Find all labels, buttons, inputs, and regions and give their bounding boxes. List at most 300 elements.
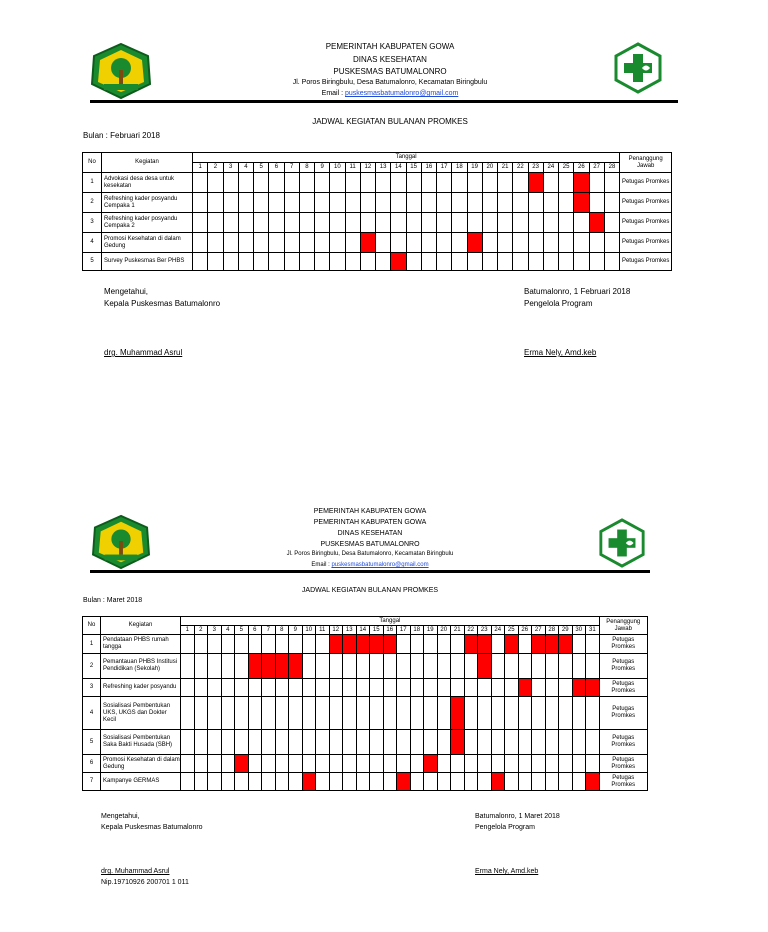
- day-cell: [254, 193, 269, 213]
- day-cell: [532, 679, 546, 697]
- day-cell: [329, 697, 343, 730]
- day-cell: [181, 773, 195, 791]
- scheduled-day-cell: [478, 654, 492, 679]
- header-line-1: PEMERINTAH KABUPATEN GOWA: [325, 42, 455, 51]
- day-cell: [424, 679, 438, 697]
- day-header: 19: [424, 626, 438, 635]
- day-cell: [254, 173, 269, 193]
- puskesmas-cross-logo-icon: [598, 518, 646, 568]
- day-cell: [208, 635, 222, 654]
- day-cell: [360, 193, 375, 213]
- day-cell: [478, 755, 492, 773]
- day-cell: [194, 679, 208, 697]
- row-no: 3: [83, 213, 102, 233]
- day-cell: [482, 193, 497, 213]
- day-cell: [545, 679, 559, 697]
- row-kegiatan: Kampanye GERMAS: [101, 773, 181, 791]
- day-cell: [505, 697, 519, 730]
- day-cell: [194, 755, 208, 773]
- day-cell: [262, 730, 276, 755]
- day-cell: [424, 773, 438, 791]
- day-cell: [505, 755, 519, 773]
- table-row: [83, 253, 672, 271]
- day-cell: [254, 233, 269, 253]
- day-cell: [248, 697, 262, 730]
- day-header: 27: [532, 626, 546, 635]
- puskesmas-cross-logo-icon: [614, 42, 662, 94]
- day-cell: [464, 697, 478, 730]
- day-header: 4: [238, 163, 253, 173]
- day-header: 11: [345, 163, 360, 173]
- day-header: 7: [262, 626, 276, 635]
- sign-left-name: drg. Muhammad Asrul: [101, 868, 170, 875]
- row-kegiatan: Promosi Kesehatan di dalam Gedung: [101, 755, 181, 773]
- day-header: 21: [498, 163, 513, 173]
- day-cell: [329, 773, 343, 791]
- day-cell: [343, 654, 357, 679]
- day-cell: [345, 213, 360, 233]
- day-cell: [345, 193, 360, 213]
- scheduled-day-cell: [383, 635, 397, 654]
- scheduled-day-cell: [356, 635, 370, 654]
- email-link[interactable]: puskesmasbatumalonro@gmail.com: [345, 90, 459, 97]
- day-cell: [513, 233, 528, 253]
- day-header: 13: [343, 626, 357, 635]
- day-cell: [284, 173, 299, 193]
- col-tanggal-header: Tanggal: [193, 153, 620, 163]
- day-cell: [406, 173, 421, 193]
- day-header: 29: [559, 626, 573, 635]
- day-cell: [284, 233, 299, 253]
- day-cell: [383, 773, 397, 791]
- day-cell: [356, 773, 370, 791]
- day-cell: [208, 193, 223, 213]
- day-cell: [343, 697, 357, 730]
- day-cell: [410, 635, 424, 654]
- day-cell: [528, 253, 543, 271]
- row-no: 2: [83, 654, 101, 679]
- day-cell: [498, 213, 513, 233]
- sign-left-name: drg. Muhammad Asrul: [104, 348, 183, 357]
- day-header: 6: [269, 163, 284, 173]
- day-cell: [528, 213, 543, 233]
- day-header: 1: [193, 163, 208, 173]
- day-header: 19: [467, 163, 482, 173]
- day-cell: [559, 730, 573, 755]
- row-penanggung-jawab: Petugas Promkes: [620, 173, 672, 193]
- day-cell: [559, 193, 574, 213]
- day-header: 12: [329, 626, 343, 635]
- day-cell: [356, 755, 370, 773]
- scheduled-day-cell: [491, 773, 505, 791]
- day-cell: [275, 755, 289, 773]
- day-cell: [391, 193, 406, 213]
- scheduled-day-cell: [586, 679, 600, 697]
- day-cell: [451, 679, 465, 697]
- day-cell: [421, 253, 436, 271]
- day-header: 3: [223, 163, 238, 173]
- row-no: 2: [83, 193, 102, 213]
- day-cell: [181, 679, 195, 697]
- day-cell: [410, 755, 424, 773]
- table-header-row: [83, 617, 648, 626]
- day-cell: [532, 654, 546, 679]
- scheduled-day-cell: [532, 635, 546, 654]
- day-cell: [532, 730, 546, 755]
- email-link[interactable]: puskesmasbatumalonro@gmail.com: [331, 562, 429, 568]
- header-email-line: [250, 88, 530, 99]
- day-cell: [238, 213, 253, 233]
- day-cell: [498, 173, 513, 193]
- day-cell: [518, 755, 532, 773]
- day-cell: [289, 679, 303, 697]
- day-cell: [356, 679, 370, 697]
- day-cell: [589, 233, 604, 253]
- day-header: 15: [370, 626, 384, 635]
- sign-left-1: Mengetahui,: [104, 287, 149, 296]
- day-header: 5: [235, 626, 249, 635]
- row-penanggung-jawab: Petugas Promkes: [599, 773, 647, 791]
- day-cell: [289, 730, 303, 755]
- day-cell: [315, 193, 330, 213]
- day-cell: [452, 193, 467, 213]
- day-cell: [513, 193, 528, 213]
- day-cell: [572, 730, 586, 755]
- day-cell: [235, 773, 249, 791]
- day-cell: [360, 253, 375, 271]
- day-cell: [316, 635, 330, 654]
- scheduled-day-cell: [424, 755, 438, 773]
- sign-left-2: Kepala Puskesmas Batumalonro: [104, 299, 221, 308]
- day-cell: [194, 697, 208, 730]
- day-cell: [356, 730, 370, 755]
- header-line-1b: PEMERINTAH KABUPATEN GOWA: [313, 519, 427, 526]
- day-cell: [193, 233, 208, 253]
- day-cell: [586, 697, 600, 730]
- day-cell: [505, 773, 519, 791]
- row-penanggung-jawab: Petugas Promkes: [599, 654, 647, 679]
- day-cell: [330, 193, 345, 213]
- day-cell: [572, 697, 586, 730]
- day-cell: [181, 730, 195, 755]
- day-cell: [223, 233, 238, 253]
- day-cell: [223, 173, 238, 193]
- day-cell: [181, 654, 195, 679]
- day-cell: [391, 233, 406, 253]
- day-cell: [572, 773, 586, 791]
- day-cell: [194, 635, 208, 654]
- day-cell: [330, 233, 345, 253]
- row-kegiatan: Survey Puskesmas Ber PHBS: [102, 253, 193, 271]
- day-cell: [491, 755, 505, 773]
- day-cell: [467, 213, 482, 233]
- day-header: 24: [491, 626, 505, 635]
- scheduled-day-cell: [248, 654, 262, 679]
- day-cell: [302, 755, 316, 773]
- day-cell: [383, 654, 397, 679]
- day-cell: [482, 233, 497, 253]
- day-cell: [421, 213, 436, 233]
- sign-right-1: Batumalonro, 1 Februari 2018: [524, 287, 631, 296]
- day-cell: [383, 679, 397, 697]
- table-header-row: [83, 153, 672, 163]
- day-cell: [397, 730, 411, 755]
- day-cell: [498, 253, 513, 271]
- col-tanggal-header: Tanggal: [181, 617, 600, 626]
- day-cell: [383, 697, 397, 730]
- day-cell: [437, 773, 451, 791]
- day-cell: [329, 654, 343, 679]
- day-cell: [604, 233, 619, 253]
- day-header: 25: [505, 626, 519, 635]
- row-no: 4: [83, 233, 102, 253]
- day-cell: [424, 654, 438, 679]
- scheduled-day-cell: [545, 635, 559, 654]
- scheduled-day-cell: [505, 635, 519, 654]
- row-no: 1: [83, 173, 102, 193]
- day-cell: [262, 697, 276, 730]
- email-label: Email :: [321, 90, 345, 97]
- day-cell: [376, 213, 391, 233]
- day-cell: [437, 193, 452, 213]
- day-cell: [316, 697, 330, 730]
- day-cell: [376, 193, 391, 213]
- day-cell: [254, 213, 269, 233]
- day-cell: [574, 233, 589, 253]
- email-label: Email :: [311, 562, 332, 568]
- day-cell: [543, 253, 558, 271]
- day-header: 20: [437, 626, 451, 635]
- day-cell: [397, 654, 411, 679]
- day-cell: [345, 173, 360, 193]
- row-kegiatan: Refreshing kader posyandu Cempaka 1: [102, 193, 193, 213]
- col-kegiatan-header: Kegiatan: [102, 153, 193, 173]
- day-cell: [269, 193, 284, 213]
- scheduled-day-cell: [397, 773, 411, 791]
- day-cell: [545, 755, 559, 773]
- col-no-header: No: [83, 153, 102, 173]
- day-header: 6: [248, 626, 262, 635]
- day-cell: [491, 679, 505, 697]
- day-cell: [329, 730, 343, 755]
- day-cell: [424, 697, 438, 730]
- day-cell: [269, 233, 284, 253]
- day-header: 22: [513, 163, 528, 173]
- day-cell: [397, 697, 411, 730]
- day-header: 31: [586, 626, 600, 635]
- sign-left-1: Mengetahui,: [101, 813, 140, 820]
- day-cell: [343, 730, 357, 755]
- day-cell: [376, 233, 391, 253]
- day-cell: [208, 679, 222, 697]
- day-cell: [491, 635, 505, 654]
- day-header: 2: [194, 626, 208, 635]
- day-cell: [406, 193, 421, 213]
- day-cell: [223, 253, 238, 271]
- day-cell: [545, 697, 559, 730]
- row-penanggung-jawab: Petugas Promkes: [599, 730, 647, 755]
- day-header: 16: [383, 626, 397, 635]
- row-penanggung-jawab: Petugas Promkes: [599, 697, 647, 730]
- day-cell: [208, 173, 223, 193]
- day-cell: [545, 773, 559, 791]
- day-cell: [452, 253, 467, 271]
- day-cell: [330, 213, 345, 233]
- day-cell: [275, 730, 289, 755]
- day-cell: [221, 730, 235, 755]
- day-cell: [437, 755, 451, 773]
- day-cell: [376, 253, 391, 271]
- day-cell: [437, 173, 452, 193]
- day-cell: [406, 233, 421, 253]
- day-header: 26: [518, 626, 532, 635]
- day-cell: [208, 755, 222, 773]
- day-cell: [238, 193, 253, 213]
- day-header: 13: [376, 163, 391, 173]
- day-cell: [330, 253, 345, 271]
- day-cell: [543, 173, 558, 193]
- day-cell: [543, 213, 558, 233]
- header-line-3: PUSKESMAS BATUMALONRO: [320, 541, 420, 548]
- day-header: 9: [315, 163, 330, 173]
- day-header: 26: [574, 163, 589, 173]
- day-cell: [289, 697, 303, 730]
- day-cell: [451, 635, 465, 654]
- day-cell: [284, 193, 299, 213]
- day-cell: [356, 697, 370, 730]
- day-cell: [315, 233, 330, 253]
- day-cell: [586, 730, 600, 755]
- day-cell: [586, 654, 600, 679]
- table-row: [83, 654, 648, 679]
- day-cell: [505, 654, 519, 679]
- day-cell: [235, 697, 249, 730]
- day-header: 14: [356, 626, 370, 635]
- day-cell: [238, 173, 253, 193]
- gowa-regency-logo-icon: [90, 42, 152, 100]
- day-cell: [316, 654, 330, 679]
- day-cell: [262, 773, 276, 791]
- table-row: [83, 755, 648, 773]
- day-header: 3: [208, 626, 222, 635]
- header-address: Jl. Poros Biringbulu, Desa Batumalonro, Kecamatan Biringbulu: [286, 551, 454, 557]
- day-cell: [248, 773, 262, 791]
- day-cell: [248, 755, 262, 773]
- scheduled-day-cell: [370, 635, 384, 654]
- day-cell: [559, 173, 574, 193]
- day-cell: [235, 679, 249, 697]
- day-cell: [284, 253, 299, 271]
- day-cell: [221, 755, 235, 773]
- day-cell: [491, 730, 505, 755]
- day-cell: [532, 697, 546, 730]
- day-cell: [262, 755, 276, 773]
- day-header: 4: [221, 626, 235, 635]
- day-cell: [604, 253, 619, 271]
- day-cell: [221, 654, 235, 679]
- day-header: 30: [572, 626, 586, 635]
- scheduled-day-cell: [360, 233, 375, 253]
- day-cell: [572, 755, 586, 773]
- day-cell: [254, 253, 269, 271]
- day-cell: [208, 213, 223, 233]
- schedule-table: [82, 152, 672, 271]
- day-cell: [528, 193, 543, 213]
- schedule-table: [82, 616, 648, 791]
- day-header: 18: [452, 163, 467, 173]
- scheduled-day-cell: [574, 193, 589, 213]
- day-cell: [360, 173, 375, 193]
- day-cell: [275, 635, 289, 654]
- day-cell: [370, 679, 384, 697]
- day-header: 28: [604, 163, 619, 173]
- day-cell: [518, 697, 532, 730]
- day-cell: [559, 697, 573, 730]
- day-cell: [589, 193, 604, 213]
- day-header: 8: [275, 626, 289, 635]
- day-cell: [505, 730, 519, 755]
- day-cell: [330, 173, 345, 193]
- day-cell: [316, 773, 330, 791]
- day-cell: [437, 635, 451, 654]
- day-cell: [452, 233, 467, 253]
- day-cell: [545, 654, 559, 679]
- day-cell: [528, 233, 543, 253]
- header-line-2: DINAS KESEHATAN: [353, 55, 427, 64]
- day-cell: [586, 635, 600, 654]
- day-cell: [248, 730, 262, 755]
- day-cell: [208, 773, 222, 791]
- day-cell: [545, 730, 559, 755]
- day-cell: [208, 730, 222, 755]
- day-cell: [376, 173, 391, 193]
- row-no: 1: [83, 635, 101, 654]
- day-header: 17: [437, 163, 452, 173]
- scheduled-day-cell: [262, 654, 276, 679]
- day-cell: [208, 697, 222, 730]
- day-cell: [586, 755, 600, 773]
- day-cell: [559, 773, 573, 791]
- day-cell: [343, 679, 357, 697]
- day-cell: [302, 730, 316, 755]
- bulan-label: Bulan : Februari 2018: [83, 131, 160, 140]
- day-cell: [181, 635, 195, 654]
- scheduled-day-cell: [478, 635, 492, 654]
- day-cell: [410, 679, 424, 697]
- day-cell: [289, 773, 303, 791]
- header-divider: [90, 570, 650, 573]
- day-cell: [532, 773, 546, 791]
- row-no: 6: [83, 755, 101, 773]
- scheduled-day-cell: [586, 773, 600, 791]
- day-cell: [532, 755, 546, 773]
- day-cell: [284, 213, 299, 233]
- day-cell: [345, 233, 360, 253]
- day-cell: [370, 654, 384, 679]
- sign-left-2: Kepala Puskesmas Batumalonro: [101, 824, 203, 831]
- scheduled-day-cell: [391, 253, 406, 271]
- day-cell: [181, 755, 195, 773]
- table-row: [83, 679, 648, 697]
- bulan-label: Bulan : Maret 2018: [83, 597, 143, 604]
- day-cell: [289, 635, 303, 654]
- day-header: 23: [528, 163, 543, 173]
- row-kegiatan: Refreshing kader posyandu: [101, 679, 181, 697]
- table-row: [83, 173, 672, 193]
- day-cell: [410, 730, 424, 755]
- day-cell: [208, 233, 223, 253]
- row-kegiatan: Refreshing kader posyandu Cempaka 2: [102, 213, 193, 233]
